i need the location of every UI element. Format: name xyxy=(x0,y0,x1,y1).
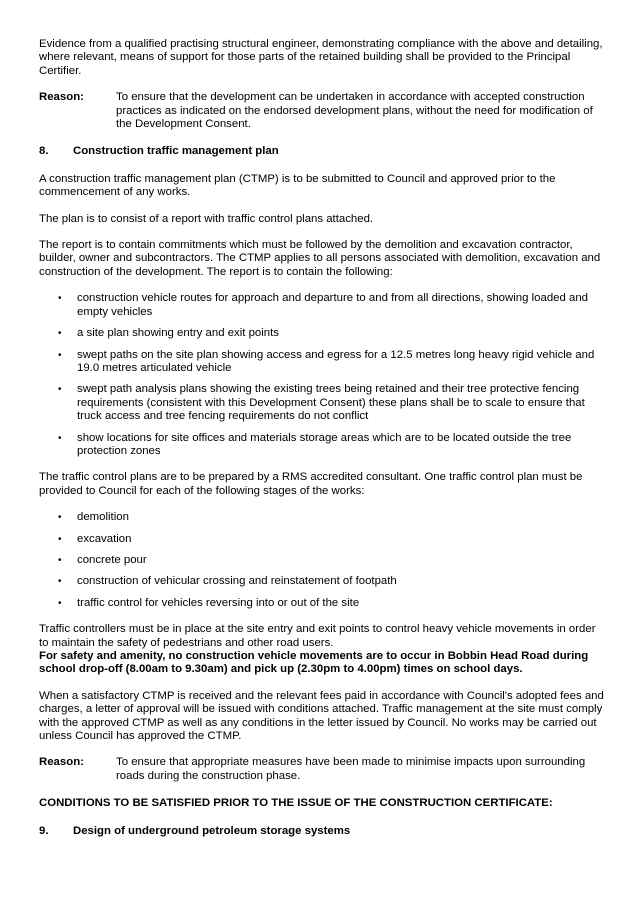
list-item: • construction vehicle routes for approach and departure to and from all directions, showing loaded and empty vehicles xyxy=(39,292,607,319)
section-title: Construction traffic management plan xyxy=(73,145,279,158)
list-item: • demolition xyxy=(39,511,607,524)
list-item: • a site plan showing entry and exit points xyxy=(39,327,607,340)
traffic-controllers-text: Traffic controllers must be in place at the site entry and exit points to control heavy vehicle movements in order to maintain the safety of pedestrians and other road users. xyxy=(39,623,596,649)
bullet-icon: • xyxy=(58,554,62,566)
bullet-icon: • xyxy=(58,576,62,588)
bullet-icon: • xyxy=(58,533,62,545)
bullet-icon: • xyxy=(58,293,62,305)
section-heading-8 xyxy=(39,145,607,158)
reason-text: To ensure that appropriate measures have been made to minimise impacts upon surrounding roads during the construction phase. xyxy=(116,756,586,782)
report-contents-list xyxy=(39,292,607,458)
paragraph-evidence: Evidence from a qualified practising structural engineer, demonstrating compliance with the above and detailing, where relevant, means of support for those parts of the retained building shall be provided to the Principal Certifier. xyxy=(39,38,603,77)
paragraph-ctmp-intro: A construction traffic management plan (CTMP) is to be submitted to Council and approved prior to the commencement of any works. xyxy=(39,172,556,199)
bullet-icon: • xyxy=(58,328,62,340)
paragraph-ctmp-approval: When a satisfactory CTMP is received and the relevant fees paid in accordance with Council's adopted fees and charges, a letter of approval will be issued with conditions attached. Traffic management at the site must comply with the approved CTMP as well as any conditions in the letter issued by Council. No works may be carried out unless Council has approved the CTMP. xyxy=(39,689,604,743)
bullet-icon: • xyxy=(58,349,62,361)
reason-block-1 xyxy=(39,91,607,131)
list-item: • excavation xyxy=(39,533,607,546)
school-times-restriction: For safety and amenity, no construction vehicle movements are to occur in Bobbin Head Road during school drop-off (8.00am to 9.30am) and pick up (2.30pm to 4.00pm) times on school days. xyxy=(39,650,589,676)
list-item: • swept path analysis plans showing the existing trees being retained and their tree protective fencing requirements (consistent with this Development Consent) these plans shall be to scale to ensure that truck access and tree fencing requirements do not conflict xyxy=(39,383,607,423)
paragraph-traffic-control-plans: The traffic control plans are to be prepared by a RMS accredited consultant. One traffic control plan must be provided to Council for each of the following stages of the works: xyxy=(39,471,583,497)
document-page xyxy=(39,38,607,852)
works-stages-list xyxy=(39,511,607,610)
bullet-icon: • xyxy=(58,597,62,609)
section-number: 8. xyxy=(39,145,49,158)
list-item: • concrete pour xyxy=(39,554,607,567)
paragraph-plan: The plan is to consist of a report with traffic control plans attached. xyxy=(39,212,374,225)
reason-block-2 xyxy=(39,756,607,783)
paragraph-report: The report is to contain commitments which must be followed by the demolition and excavation contractor, builder, owner and subcontractors. The CTMP applies to all persons associated with demolition, excavation and construction of the development. The report is to contain the following: xyxy=(39,239,601,278)
list-item: • traffic control for vehicles reversing into or out of the site xyxy=(39,597,607,610)
reason-label: Reason: xyxy=(39,91,84,104)
bullet-icon: • xyxy=(58,512,62,524)
section-number: 9. xyxy=(39,824,49,837)
section-heading-9 xyxy=(39,825,607,838)
list-item: • show locations for site offices and materials storage areas which are to be located outside the tree protection zones xyxy=(39,432,607,459)
section-title: Design of underground petroleum storage systems xyxy=(73,824,351,837)
reason-label: Reason: xyxy=(39,756,84,769)
conditions-heading: CONDITIONS TO BE SATISFIED PRIOR TO THE ISSUE OF THE CONSTRUCTION CERTIFICATE: xyxy=(39,797,553,810)
bullet-icon: • xyxy=(58,432,62,444)
reason-text: To ensure that the development can be undertaken in accordance with accepted construction practices as indicated on the endorsed development plans, without the need for modification of the Development Consent. xyxy=(116,91,593,131)
bullet-icon: • xyxy=(58,384,62,396)
list-item: • swept paths on the site plan showing access and egress for a 12.5 metres long heavy rigid vehicle and 19.0 metres articulated vehicle xyxy=(39,349,607,376)
list-item: • construction of vehicular crossing and reinstatement of footpath xyxy=(39,575,607,588)
paragraph-traffic-controllers xyxy=(39,623,607,677)
